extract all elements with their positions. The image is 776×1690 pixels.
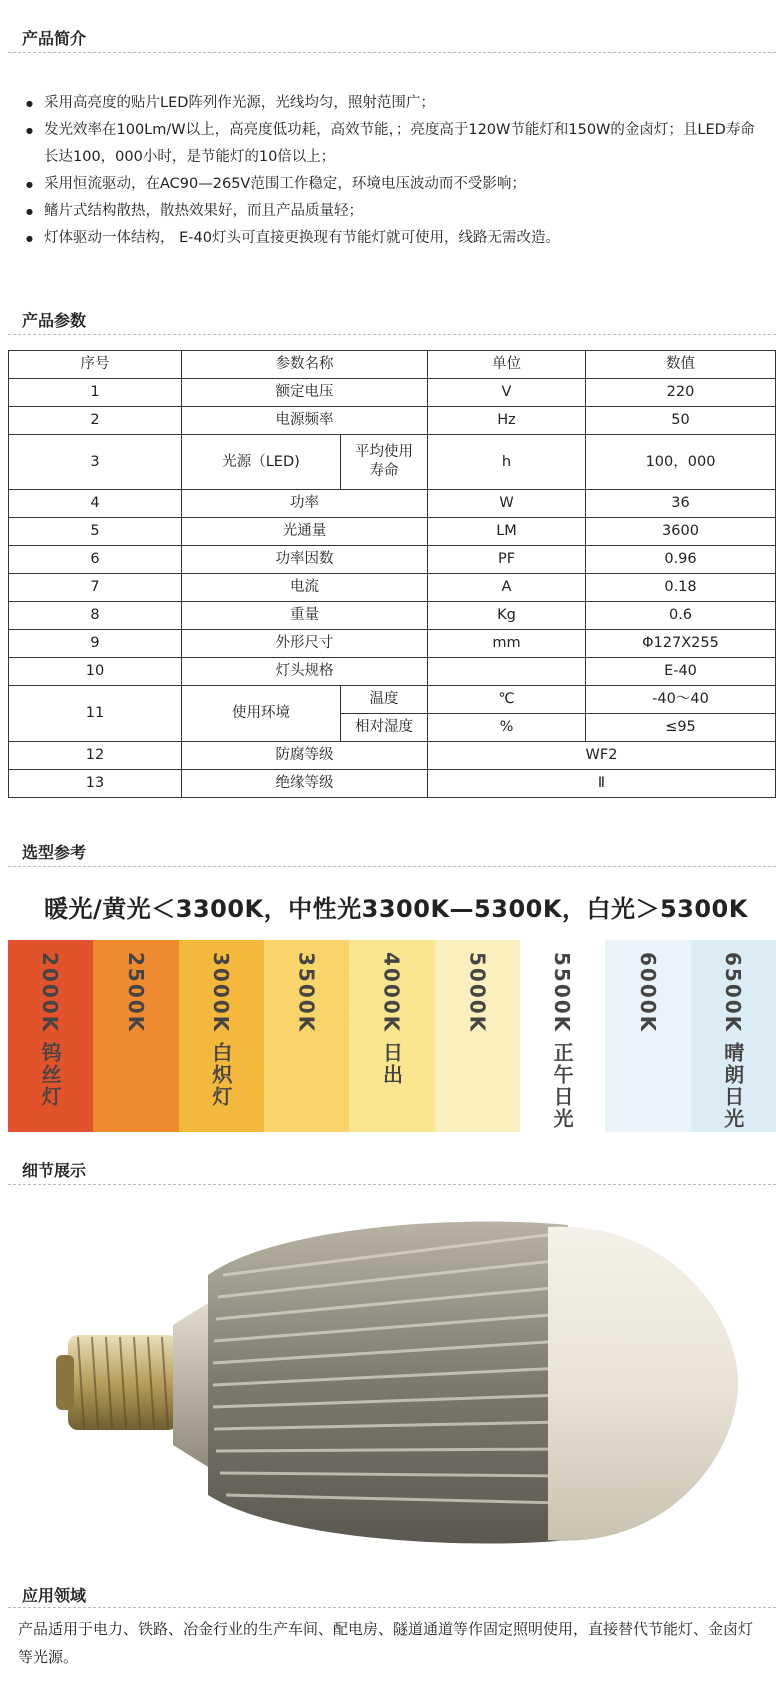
ct-swatch <box>605 940 690 1132</box>
ct-label: 2500K <box>123 952 148 1034</box>
cell-no: 8 <box>9 602 182 630</box>
table-row <box>9 742 776 770</box>
section-title-params: 产品参数 <box>22 311 87 330</box>
cell-value: Ⅱ <box>428 770 776 798</box>
ct-label: 2000K 钨丝灯 <box>38 952 63 1109</box>
cell-no: 13 <box>9 770 182 798</box>
ct-label: 3500K <box>294 952 319 1034</box>
cell-no: 6 <box>9 546 182 574</box>
cell-name: 功率因数 <box>182 546 428 574</box>
cell-no: 7 <box>9 574 182 602</box>
cell-value: 50 <box>586 407 776 435</box>
cell-name: 重量 <box>182 602 428 630</box>
ct-label: 3000K 白炽灯 <box>208 952 233 1109</box>
cell-value: 0.96 <box>586 546 776 574</box>
table-row <box>9 490 776 518</box>
cell-no: 1 <box>9 379 182 407</box>
ct-swatch <box>691 940 776 1132</box>
cell-unit: W <box>428 490 586 518</box>
table-header-row <box>9 351 776 379</box>
table-row <box>9 546 776 574</box>
header-cell: 单位 <box>428 351 586 379</box>
cell-subname: 平均使用寿命 <box>341 435 428 490</box>
table-row <box>9 686 776 714</box>
header-cell: 参数名称 <box>182 351 428 379</box>
cell-subname: 温度 <box>341 686 428 714</box>
intro-list <box>22 90 762 252</box>
cell-unit: mm <box>428 630 586 658</box>
led-bulb-image <box>48 1205 738 1560</box>
divider <box>8 1184 776 1185</box>
cell-no: 11 <box>9 686 182 742</box>
divider <box>8 52 776 53</box>
list-item: ● 采用恒流驱动，在AC90—265V范围工作稳定，环境电压波动而不受影响； <box>22 171 762 198</box>
table-row <box>9 407 776 435</box>
ct-label: 4000K 日出 <box>379 952 404 1087</box>
cell-unit: PF <box>428 546 586 574</box>
table-row <box>9 435 776 490</box>
cell-unit: ℃ <box>428 686 586 714</box>
cell-name: 电源频率 <box>182 407 428 435</box>
cell-name: 防腐等级 <box>182 742 428 770</box>
cell-no: 9 <box>9 630 182 658</box>
cell-unit: Kg <box>428 602 586 630</box>
color-temp-headline: 暖光/黄光＜3300K，中性光3300K—5300K，白光＞5300K <box>44 895 748 923</box>
section-title-application: 应用领域 <box>22 1586 87 1605</box>
cell-unit: V <box>428 379 586 407</box>
cell-value: Φ127X255 <box>586 630 776 658</box>
table-row <box>9 658 776 686</box>
cell-unit <box>428 658 586 686</box>
divider <box>8 334 776 335</box>
table-row <box>9 574 776 602</box>
cell-value: 0.18 <box>586 574 776 602</box>
ct-swatch <box>179 940 264 1132</box>
cell-name: 光源（LED) <box>182 435 341 490</box>
cell-name: 灯头规格 <box>182 658 428 686</box>
section-title-details: 细节展示 <box>22 1161 87 1180</box>
cell-unit: A <box>428 574 586 602</box>
ct-swatch <box>93 940 178 1132</box>
params-table <box>8 350 776 798</box>
cell-value: -40～40 <box>586 686 776 714</box>
ct-swatch <box>520 940 605 1132</box>
divider <box>8 1607 776 1608</box>
cell-name: 电流 <box>182 574 428 602</box>
cell-name: 额定电压 <box>182 379 428 407</box>
list-item: ● 灯体驱动一体结构， E-40灯头可直接更换现有节能灯就可使用，线路无需改造。 <box>22 225 762 252</box>
cell-value: 0.6 <box>586 602 776 630</box>
cell-value: WF2 <box>428 742 776 770</box>
color-temperature-band <box>8 940 776 1132</box>
ct-swatch <box>8 940 93 1132</box>
cell-no: 10 <box>9 658 182 686</box>
cell-name: 外形尺寸 <box>182 630 428 658</box>
list-item: ● 鳍片式结构散热，散热效果好，而且产品质量轻； <box>22 198 762 225</box>
cell-value: E-40 <box>586 658 776 686</box>
table-row <box>9 602 776 630</box>
ct-swatch <box>435 940 520 1132</box>
cell-name: 绝缘等级 <box>182 770 428 798</box>
cell-subname: 相对湿度 <box>341 714 428 742</box>
cell-value: ≤95 <box>586 714 776 742</box>
table-row <box>9 770 776 798</box>
cell-unit: h <box>428 435 586 490</box>
list-item: ● 发光效率在100Lm/W以上，高亮度低功耗，高效节能，；亮度高于120W节能灯和150W的金卤灯；且LED寿命长达100，000小时，是节能灯的10倍以上； <box>22 117 762 171</box>
cell-unit: Hz <box>428 407 586 435</box>
section-title-selection: 选型参考 <box>22 843 87 862</box>
cell-unit: % <box>428 714 586 742</box>
cell-no: 12 <box>9 742 182 770</box>
cell-value: 220 <box>586 379 776 407</box>
list-item: ● 采用高亮度的贴片LED阵列作光源，光线均匀，照射范围广； <box>22 90 762 117</box>
cell-no: 4 <box>9 490 182 518</box>
table-row <box>9 379 776 407</box>
section-title-intro: 产品简介 <box>22 29 87 48</box>
table-row <box>9 518 776 546</box>
ct-label: 6500K 晴朗日光 <box>720 952 745 1131</box>
ct-label: 5000K <box>465 952 490 1034</box>
divider <box>8 866 776 867</box>
application-text: 产品适用于电力、铁路、冶金行业的生产车间、配电房、隧道通道等作固定照明使用，直接替代节能灯、金卤灯等光源。 <box>18 1620 754 1666</box>
cell-value: 3600 <box>586 518 776 546</box>
cell-name: 光通量 <box>182 518 428 546</box>
cell-no: 5 <box>9 518 182 546</box>
ct-label: 6000K <box>635 952 660 1034</box>
ct-swatch <box>349 940 434 1132</box>
cell-no: 2 <box>9 407 182 435</box>
cell-name: 使用环境 <box>182 686 341 742</box>
cell-value: 100，000 <box>586 435 776 490</box>
cell-unit: LM <box>428 518 586 546</box>
table-row <box>9 630 776 658</box>
header-cell: 数值 <box>586 351 776 379</box>
ct-label: 5500K 正午日光 <box>550 952 575 1131</box>
ct-swatch <box>264 940 349 1132</box>
cell-value: 36 <box>586 490 776 518</box>
header-cell: 序号 <box>9 351 182 379</box>
cell-name: 功率 <box>182 490 428 518</box>
cell-no: 3 <box>9 435 182 490</box>
